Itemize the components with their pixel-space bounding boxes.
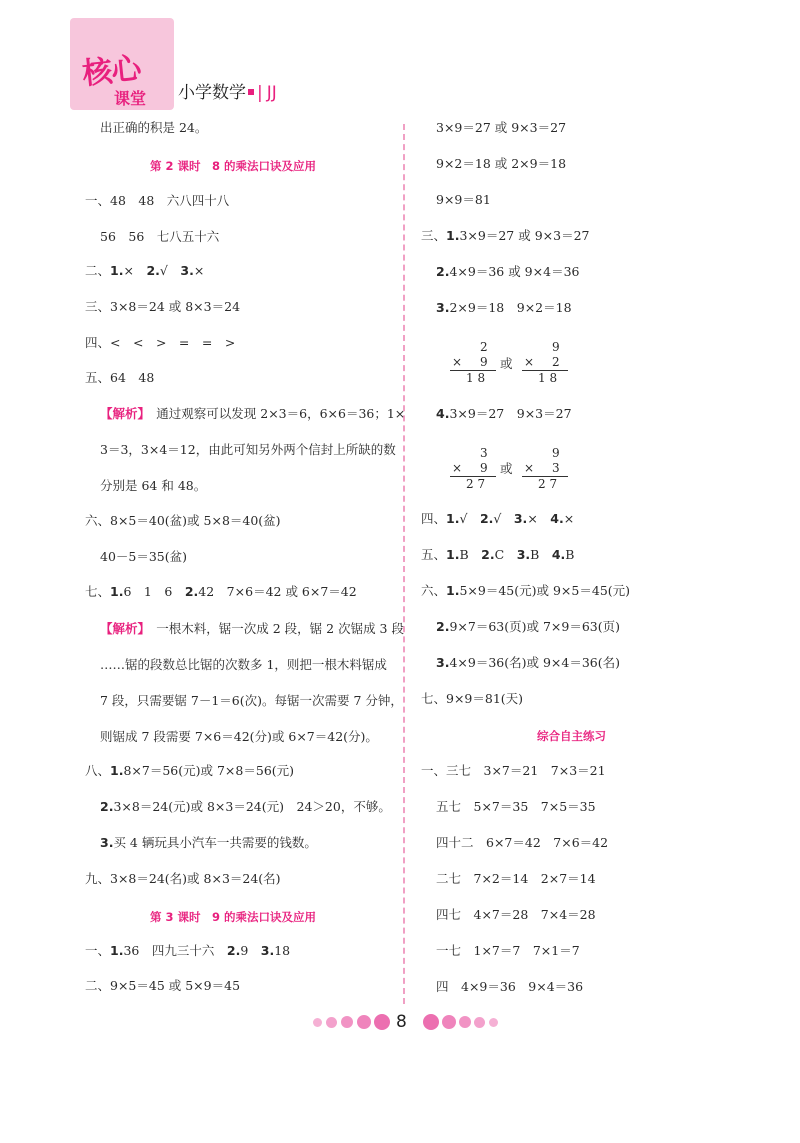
answer-2: 二、9×5＝45 或 5×9＝45: [85, 978, 241, 993]
answer-1-row: 五七 5×7＝35 7×5＝35: [436, 799, 596, 814]
answer-1-row: 四七 4×7＝28 7×4＝28: [436, 907, 596, 922]
square-dot-icon: [248, 89, 254, 95]
text-line: 出正确的积是 24。: [100, 120, 208, 135]
answer-4: 四、< < > = = >: [85, 335, 236, 350]
answer-1: 一、1.36 四九三十六 2.9 3.18: [85, 943, 291, 958]
answer-1-row: 四十二 6×7＝42 7×6＝42: [436, 835, 609, 850]
page-number: 8: [396, 1012, 407, 1032]
vertical-multiplication: 9 × 2 1 8: [522, 340, 578, 390]
answer-5: 五、1.B 2.C 3.B 4.B: [421, 547, 575, 562]
section-heading-lesson-2: 第 2 课时 8 的乘法口诀及应用: [150, 159, 317, 173]
analysis-tag: 【解析】: [100, 406, 144, 421]
dot-icon: [423, 1014, 439, 1030]
dot-icon: [374, 1014, 390, 1030]
separator: |: [257, 83, 263, 103]
logo: [70, 18, 174, 110]
column-divider: [403, 124, 405, 1004]
answer-1-row: 二七 7×2＝14 2×7＝14: [436, 871, 596, 886]
answer-8-3: 3.买 4 辆玩具小汽车一共需要的钱数。: [100, 835, 317, 850]
or-label: 或: [500, 461, 513, 476]
vertical-multiplication: 2 × 9 1 8: [450, 340, 506, 390]
analysis-tag: 【解析】: [100, 621, 144, 636]
analysis-line: 3＝3，3×4＝12，由此可知另外两个信封上所缺的数: [100, 442, 396, 457]
section-heading-lesson-3: 第 3 课时 9 的乘法口诀及应用: [150, 910, 317, 924]
answer-1: 一、三七 3×7＝21 7×3＝21: [421, 763, 606, 778]
subject-title: [178, 78, 277, 103]
dot-icon: [489, 1018, 498, 1027]
answer-1-cont: 56 56 七八五十六: [100, 229, 220, 244]
answer-5: 五、64 48: [85, 370, 155, 385]
analysis-line: 7 段，只需要锯 7－1＝6(次)。每锯一次需要 7 分钟，: [100, 693, 403, 708]
answer-1-row: 一七 1×7＝7 7×1＝7: [436, 943, 580, 958]
dot-icon: [474, 1017, 485, 1028]
logo-main-text: 核心: [80, 51, 143, 92]
answer-3: 三、3×8＝24 或 8×3＝24: [85, 299, 241, 314]
text-line: 3×9＝27 或 9×3＝27: [436, 120, 567, 135]
or-label: 或: [500, 356, 513, 371]
answer-3-2: 2.4×9＝36 或 9×4＝36: [436, 264, 580, 279]
edition-label: JJ: [266, 83, 277, 103]
vertical-multiplication: 3 × 9 2 7: [450, 446, 506, 496]
dot-icon: [442, 1015, 456, 1029]
text-line: 9×9＝81: [436, 192, 491, 207]
answer-8: 八、1.8×7＝56(元)或 7×8＝56(元): [85, 763, 295, 778]
dot-icon: [357, 1015, 371, 1029]
answer-8-2: 2.3×8＝24(元)或 8×3＝24(元) 24＞20，不够。: [100, 799, 391, 814]
vertical-multiplication: 9 × 3 2 7: [522, 446, 578, 496]
analysis-line: ……锯的段数总比锯的次数多 1，则把一根木料锯成: [100, 657, 387, 672]
answer-9: 九、3×8＝24(名)或 8×3＝24(名): [85, 871, 281, 886]
page-footer: [0, 1012, 800, 1032]
answer-7: 七、9×9＝81(天): [421, 691, 524, 706]
answer-6-3: 3.4×9＝36(名)或 9×4＝36(名): [436, 655, 621, 670]
answer-1: 一、48 48 六八四十八: [85, 193, 230, 208]
answer-2: 二、1.× 2.√ 3.×: [85, 263, 205, 278]
answer-4: 四、1.√ 2.√ 3.× 4.×: [421, 511, 575, 526]
answer-6: 六、1.5×9＝45(元)或 9×5＝45(元): [421, 583, 631, 598]
subject-name: 小学数学: [178, 83, 246, 103]
answer-6: 六、8×5＝40(盆)或 5×8＝40(盆): [85, 513, 281, 528]
answer-3: 三、1.3×9＝27 或 9×3＝27: [421, 228, 590, 243]
dot-icon: [459, 1016, 471, 1028]
logo-sub-text: 课堂: [114, 89, 147, 108]
section-heading-practice: 综合自主练习: [537, 729, 606, 743]
analysis-line: 【解析】 一根木料，锯一次成 2 段，锯 2 次锯成 3 段: [100, 621, 404, 636]
analysis-line: 则锯成 7 段需要 7×6＝42(分)或 6×7＝42(分)。: [100, 729, 378, 744]
analysis-line: 分别是 64 和 48。: [100, 478, 207, 493]
answer-1-row: 四 4×9＝36 9×4＝36: [436, 979, 584, 994]
answer-6-2: 2.9×7＝63(页)或 7×9＝63(页): [436, 619, 621, 634]
dot-icon: [341, 1016, 353, 1028]
answer-3-4: 4.3×9＝27 9×3＝27: [436, 406, 572, 421]
answer-3-3: 3.2×9＝18 9×2＝18: [436, 300, 572, 315]
dot-icon: [313, 1018, 322, 1027]
answer-7: 七、1.6 1 6 2.42 7×6＝42 或 6×7＝42: [85, 584, 357, 599]
dot-icon: [326, 1017, 337, 1028]
text-line: 9×2＝18 或 2×9＝18: [436, 156, 567, 171]
analysis-line: 【解析】 通过观察可以发现 2×3＝6，6×6＝36；1×: [100, 406, 406, 421]
answer-6-cont: 40－5＝35(盆): [100, 549, 188, 564]
